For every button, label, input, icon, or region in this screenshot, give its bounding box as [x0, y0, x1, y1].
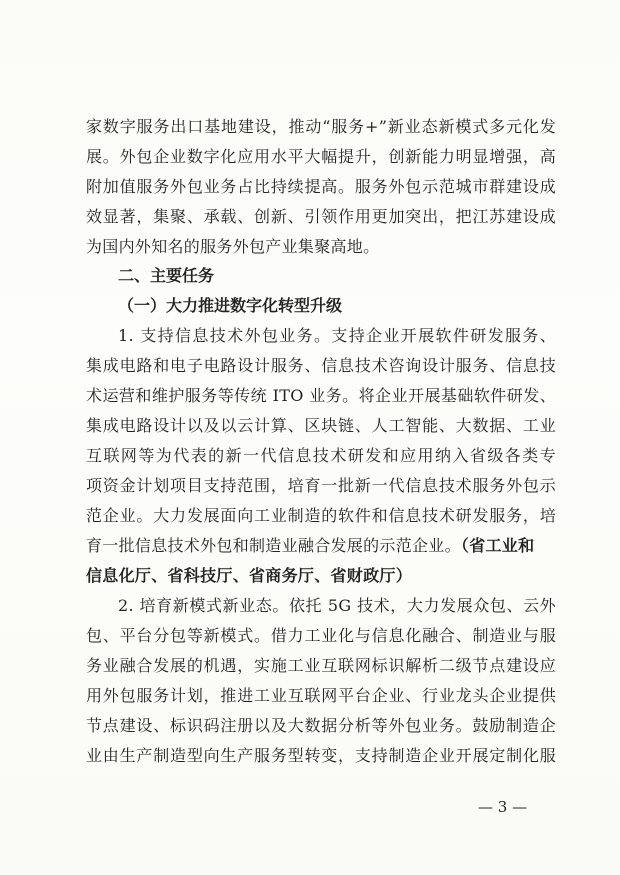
item1-line-5: 互联网等为代表的新一代信息技术研发和应用纳入省级各类专 [86, 446, 556, 465]
item1-line-7: 范企业。大力发展面向工业制造的软件和信息技术研发服务，培 [86, 506, 556, 525]
section-heading: 二、主要任务 [118, 266, 215, 285]
item1-line-1: 1. 支持信息技术外包业务。支持企业开展软件研发服务、 [118, 326, 556, 345]
intro-line-4: 效显著，集聚、承载、创新、引领作用更加突出，把江苏建设成 [86, 207, 556, 226]
item1-responsible-depts-start: （省工业和 [460, 536, 535, 555]
item2-line-1: 2. 培育新模式新业态。依托 5G 技术，大力发展众包、云外 [118, 596, 556, 615]
item2-line-2: 包、平台分包等新模式。借力工业化与信息化融合、制造业与服 [86, 626, 556, 645]
page-number: — 3 — [478, 798, 528, 816]
item1-line-8-text: 育一批信息技术外包和制造业融合发展的示范企业。 [86, 536, 461, 555]
intro-line-2: 展。外包企业数字化应用水平大幅提升，创新能力明显增强，高 [86, 147, 556, 166]
item1-line-2: 集成电路和电子电路设计服务、信息技术咨询设计服务、信息技 [86, 356, 556, 375]
subsection-heading: （一）大力推进数字化转型升级 [118, 296, 343, 315]
item2-line-4: 用外包服务计划，推进工业互联网平台企业、行业龙头企业提供 [86, 686, 556, 705]
item1-line-6: 项资金计划项目支持范围，培育一批新一代信息技术服务外包示 [86, 476, 556, 495]
item2-line-3: 务业融合发展的机遇，实施工业互联网标识解析二级节点建设应 [86, 656, 556, 675]
item1-line-8 [86, 536, 556, 556]
item1-line-3: 术运营和维护服务等传统 ITO 业务。将企业开展基础软件研发、 [86, 386, 556, 405]
intro-line-3: 附加值服务外包业务占比持续提高。服务外包示范城市群建设成 [86, 177, 556, 196]
item2-line-6: 业由生产制造型向生产服务型转变，支持制造企业开展定制化服 [86, 746, 556, 765]
item2-line-5: 节点建设、标识码注册以及大数据分析等外包业务。鼓励制造企 [86, 716, 556, 735]
item1-line-4: 集成电路设计以及以云计算、区块链、人工智能、大数据、工业 [86, 416, 556, 435]
intro-line-5: 为国内外知名的服务外包产业集聚高地。 [86, 237, 380, 256]
intro-line-1: 家数字服务出口基地建设，推动“服务+”新业态新模式多元化发 [86, 117, 556, 136]
item1-responsible-depts: 信息化厅、省科技厅、省商务厅、省财政厅） [86, 566, 413, 585]
